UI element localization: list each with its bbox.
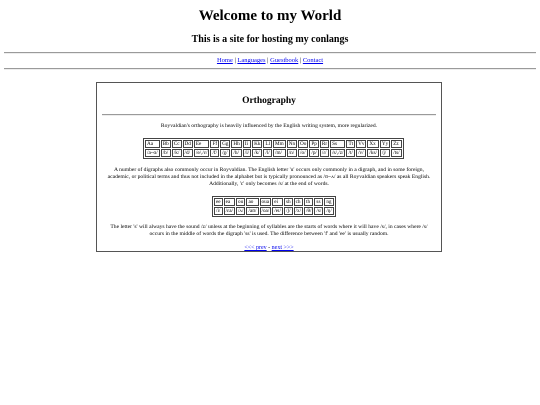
alphabet-letter-cell: Gg xyxy=(222,141,229,147)
alphabet-sound-cell: /n/ xyxy=(287,149,297,157)
digraph-letter-cell: ao xyxy=(246,198,258,206)
nav-bar xyxy=(0,57,540,64)
alphabet-letter-cell: Rr xyxy=(321,141,328,147)
digraph-sound-cell: /oa/ xyxy=(261,208,270,214)
nav-contact-link[interactable]: Contact xyxy=(302,57,324,64)
pager xyxy=(97,245,441,252)
nav-home-link[interactable]: Home xyxy=(216,57,233,64)
digraph-table xyxy=(212,196,336,217)
digraph-sound-cell: /i/ xyxy=(214,207,223,215)
digraph-letter-cell: ch xyxy=(294,198,303,206)
panel-divider xyxy=(102,114,436,116)
alphabet-sound-cell: /l/ xyxy=(263,149,272,157)
pager-separator: - xyxy=(268,245,271,251)
digraph-letter-cell: th xyxy=(304,198,313,206)
alphabet-letter-cell: Aa xyxy=(145,140,160,148)
alphabet-sound-cell: /v/ xyxy=(356,149,366,157)
alphabet-sound-cell: /d/ xyxy=(183,149,193,157)
digraph-sound-cell: /θ/ xyxy=(306,208,312,214)
digraph-letter-cell: ei xyxy=(272,198,283,206)
alphabet-table xyxy=(143,138,404,159)
alphabet-sound-cell: /f/ xyxy=(212,150,218,156)
panel-title: Orthography xyxy=(242,96,296,106)
alphabet-sound-cell: /b/ xyxy=(161,149,171,157)
nav-guestbook-link[interactable]: Guestbook xyxy=(270,57,299,64)
alphabet-letter-cell: Ii xyxy=(243,140,251,148)
alphabet-sound-row xyxy=(145,149,402,157)
alphabet-letter-cell: Dd xyxy=(184,141,191,147)
digraph-sound-cell: /ʌ/ xyxy=(237,208,244,214)
alphabet-letter-cell: Ee xyxy=(194,140,210,148)
digraph-sound-cell: /ŋ/ xyxy=(326,208,332,214)
alphabet-letter-cell: Pp xyxy=(311,141,317,147)
alphabet-sound-cell: /k/ xyxy=(252,149,262,157)
nav-divider xyxy=(4,68,536,70)
digraph-sound-cell: /ɛa/ xyxy=(225,208,233,214)
alphabet-letter-cell: Ff xyxy=(212,141,218,147)
digraph-sound-cell: /ʃ/ xyxy=(285,208,291,214)
alphabet-sound-cell: /j/ xyxy=(380,149,390,157)
s-rule-paragraph: The letter 's' will always have the sound /z/ unless at the beginning of syllables are the starts of words where it will have /s/, in cases where /s/ occurs in the middle of words the digraph 'ss' is used. The difference between 'f' and 'ee' is usually random. xyxy=(110,224,428,237)
digraph-sound-cell: /x/ xyxy=(295,208,302,214)
alphabet-letter-cell: Bb xyxy=(162,141,169,147)
digraph-letter-cell: ee xyxy=(216,199,221,205)
nav-separator: | xyxy=(234,57,236,64)
alphabet-sound-cell: /ɾ/ xyxy=(320,149,329,157)
alphabet-sound-cell: /e/,/ɛ/ xyxy=(195,150,208,156)
digraph-sound-cell: /s/ xyxy=(316,208,322,214)
prev-link[interactable]: <<< prev xyxy=(244,245,267,251)
digraph-letter-cell: ss xyxy=(314,198,323,206)
next-link[interactable]: next >>> xyxy=(271,245,294,251)
digraph-letter-cell: ng xyxy=(324,198,333,206)
alphabet-sound-cell: /g/ xyxy=(220,149,230,157)
alphabet-letter-cell: Nn xyxy=(288,141,296,147)
alphabet-sound-cell: /o/ xyxy=(298,149,308,157)
alphabet-letter-cell: Zz xyxy=(391,140,401,148)
digraph-sound-cell: /eɪ/ xyxy=(274,208,281,214)
alphabet-letter-cell: Ss xyxy=(330,140,345,148)
alphabet-letter-cell: Kk xyxy=(254,141,261,147)
alphabet-letter-cell: Cc xyxy=(173,141,180,147)
digraph-letter-cell: sh xyxy=(285,199,291,205)
nav-languages-link[interactable]: Languages xyxy=(237,57,266,64)
alphabet-letter-cell: Oo xyxy=(300,141,307,147)
digraph-letter-cell: ou xyxy=(236,198,245,206)
digraph-letter-cell: ea xyxy=(224,198,235,206)
alphabet-sound-cell: /ks/ xyxy=(369,150,377,156)
alphabet-letter-cell: Mm xyxy=(275,141,284,147)
top-divider xyxy=(4,52,536,54)
orthography-panel xyxy=(96,82,442,252)
intro-paragraph: Royvaldian's orthography is heavily influenced by the English writing system, more regularized. xyxy=(160,123,378,129)
alphabet-letter-cell: Ll xyxy=(265,141,271,147)
alphabet-sound-cell: /p/ xyxy=(311,150,317,156)
digraph-paragraph: A number of digraphs also commonly occur in Royvaldian. The English letter 'u' occurs only commonly in a digraph, and in some foreign, academic, or political terms and thus not included in the alphabet but is typically pronounced as /ʊ~ʌ/ as all Royvaldian speakers speak English. Additionally, 'c' only becomes /s/ at the end of words. xyxy=(107,167,431,187)
alphabet-letter-row xyxy=(145,140,402,148)
nav-separator: | xyxy=(299,57,302,64)
alphabet-letter-cell: Vv xyxy=(358,141,365,147)
alphabet-letter-cell: Tt xyxy=(348,141,354,147)
alphabet-sound-cell: /ts/ xyxy=(393,150,400,156)
alphabet-sound-cell: /i/ xyxy=(244,150,250,156)
digraph-sound-cell: /aʊ/ xyxy=(248,208,257,214)
digraph-letter-cell: oua xyxy=(260,198,272,206)
nav-separator: | xyxy=(267,57,269,64)
digraph-sound-row xyxy=(214,207,334,215)
alphabet-sound-cell: /a~ɑ/ xyxy=(147,150,158,156)
alphabet-sound-cell: /m/ xyxy=(273,149,286,157)
site-title: Welcome to my World xyxy=(198,8,342,24)
alphabet-sound-cell: /k/ xyxy=(172,149,182,157)
alphabet-sound-cell: /t/ xyxy=(346,149,355,157)
alphabet-sound-cell: /s/,/z/ xyxy=(332,150,344,156)
digraph-letter-row xyxy=(214,198,334,206)
alphabet-letter-cell: Yy xyxy=(381,141,389,147)
site-subtitle: This is a site for hosting my conlangs xyxy=(191,34,349,45)
alphabet-sound-cell: /h/ xyxy=(231,149,241,157)
alphabet-letter-cell: Hh xyxy=(233,141,240,147)
alphabet-letter-cell: Xx xyxy=(367,140,379,148)
